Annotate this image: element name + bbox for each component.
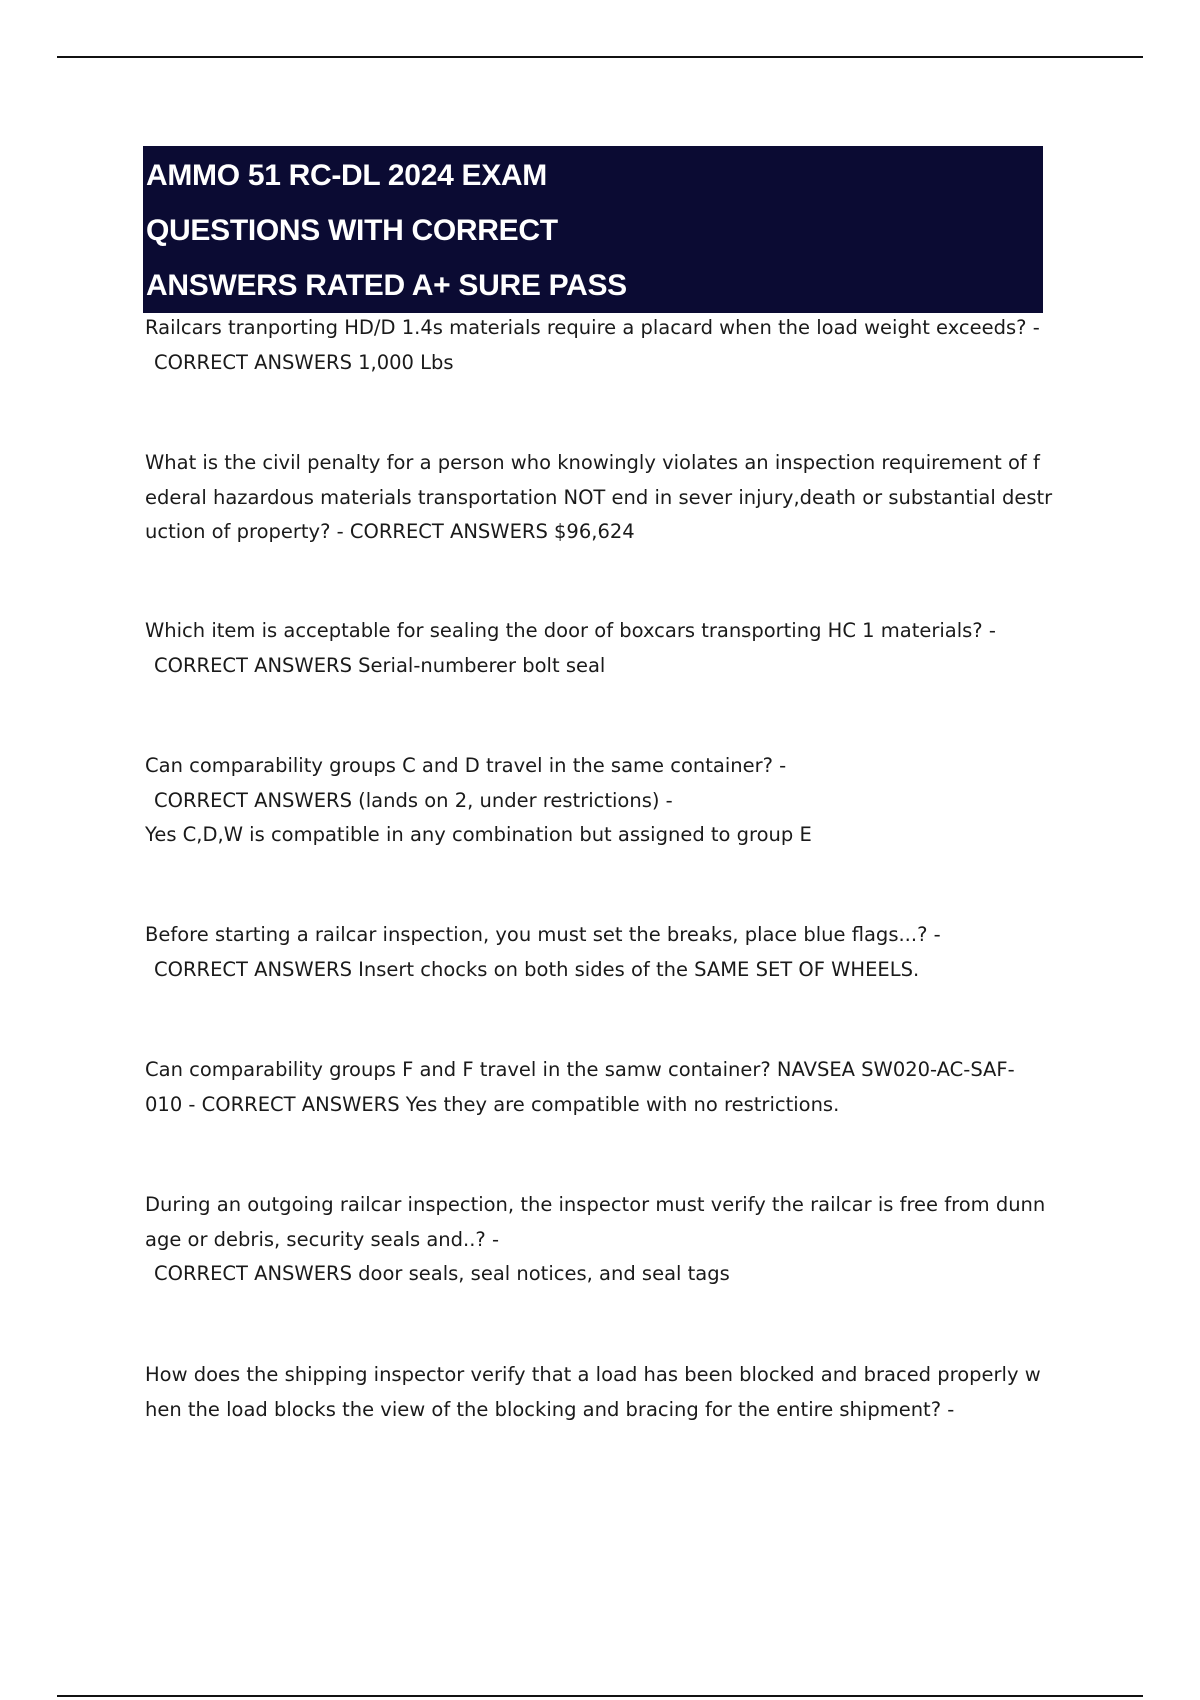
qa-5-line-2: CORRECT ANSWERS Insert chocks on both sides of the SAME SET OF WHEELS. [154, 957, 920, 981]
qa-1-line-2: CORRECT ANSWERS 1,000 Lbs [154, 350, 454, 374]
qa-item-1 [145, 311, 1085, 380]
qa-item-5 [145, 918, 1085, 987]
qa-2-line-3: uction of property? - CORRECT ANSWERS $96,624 [145, 520, 635, 543]
qa-7-line-1: During an outgoing railcar inspection, the inspector must verify the railcar is free from dunn [145, 1193, 1046, 1216]
qa-6-line-1: Can comparability groups F and F travel in the samw container? NAVSEA SW020-AC-SAF- [145, 1058, 1015, 1081]
qa-item-2 [145, 446, 1085, 550]
qa-item-8 [145, 1358, 1085, 1427]
qa-item-6 [145, 1053, 1085, 1122]
qa-3-line-2: CORRECT ANSWERS Serial-numberer bolt seal [154, 653, 606, 677]
qa-3-line-1: Which item is acceptable for sealing the door of boxcars transporting HC 1 materials? - [145, 619, 996, 642]
qa-2-line-1: What is the civil penalty for a person who knowingly violates an inspection requirement of f [145, 451, 1040, 474]
qa-item-3 [145, 614, 1085, 683]
qa-5-line-1: Before starting a railcar inspection, you must set the breaks, place blue flags...? - [145, 923, 941, 946]
title-line-1: AMMO 51 RC-DL 2024 EXAM [146, 159, 547, 192]
qa-4-line-3: Yes C,D,W is compatible in any combination but assigned to group E [145, 823, 812, 846]
qa-7-line-2: age or debris, security seals and..? - [145, 1227, 500, 1251]
qa-8-line-1: How does the shipping inspector verify that a load has been blocked and braced properly w [145, 1363, 1041, 1386]
title-line-3: ANSWERS RATED A+ SURE PASS [146, 269, 627, 302]
qa-8-line-2: hen the load blocks the view of the blocking and bracing for the entire shipment? - [145, 1397, 955, 1421]
qa-4-line-2: CORRECT ANSWERS (lands on 2, under restrictions) - [154, 788, 673, 812]
document-title [143, 146, 1043, 313]
qa-7-line-3: CORRECT ANSWERS door seals, seal notices, and seal tags [154, 1262, 730, 1285]
qa-6-line-2: 010 - CORRECT ANSWERS Yes they are compatible with no restrictions. [145, 1092, 840, 1116]
qa-item-7 [145, 1188, 1085, 1292]
qa-2-line-2: ederal hazardous materials transportation NOT end in sever injury,death or substantial destr [145, 485, 1053, 509]
qa-item-4 [145, 749, 1085, 853]
top-rule [57, 56, 1143, 58]
title-line-2: QUESTIONS WITH CORRECT [146, 214, 558, 247]
qa-4-line-1: Can comparability groups C and D travel in the same container? - [145, 754, 787, 777]
bottom-rule [57, 1695, 1143, 1697]
qa-1-line-1: Railcars tranporting HD/D 1.4s materials require a placard when the load weight exceeds? - [145, 316, 1040, 339]
